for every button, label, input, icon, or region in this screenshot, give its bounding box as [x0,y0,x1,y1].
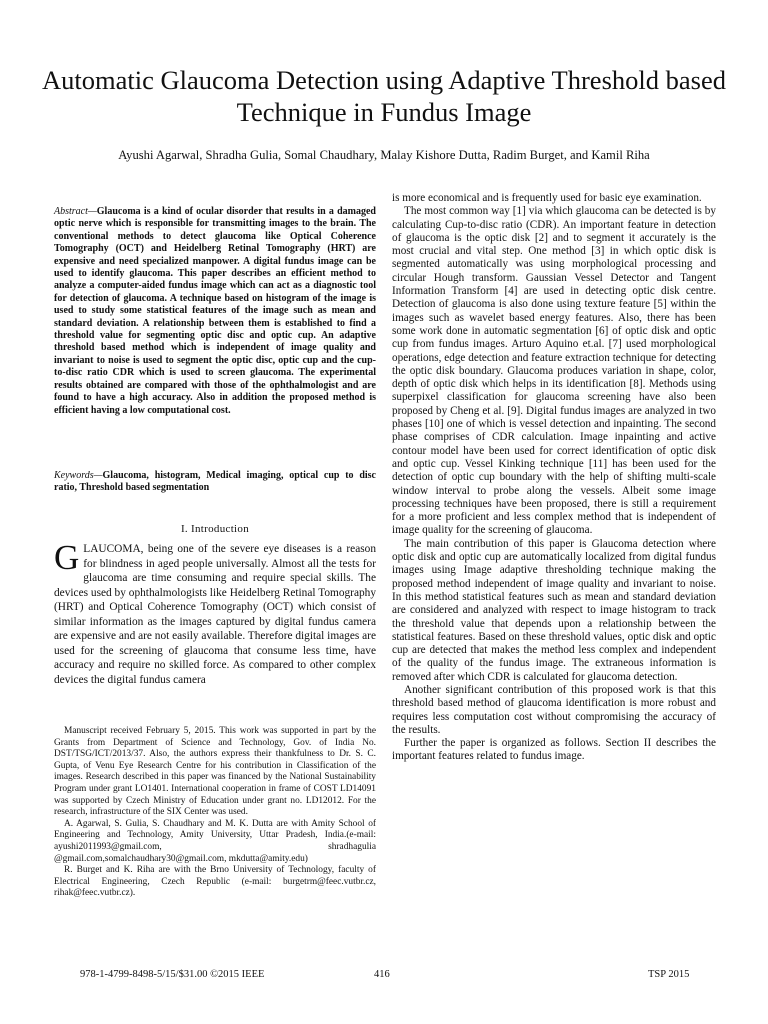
footnote-paragraph: A. Agarwal, S. Gulia, S. Chaudhary and M. K. Dutta are with Amity School of Engineering and Technology, Amity University, Uttar Pradesh, India.(e-mail: ayushi2011993@gmail.com, shradhagulia @gmail.com,somalchaudhary30@gmail.com, mkdutta@amity.edu) [54,818,376,864]
body-paragraph: The main contribution of this paper is Glaucoma detection where optic disk and optic cup are automatically localized from digital fundus images using Image adaptive thresholding technique making the proposed method independent of image quality and invariant to noise. In this method statistical features such as mean and standard deviation are considered and analyzed with respect to image histogram to track the threshold value that depends upon a relationship between the statistical features. Based on these threshold values, optic disk and optic cup are detected that makes the method less complex and independent of the quality of the fundus image. The extraneous information is removed after which CDR is calculated for glaucoma detection. [392,537,716,683]
drop-cap: G [54,538,80,577]
introduction-text: LAUCOMA, being one of the severe eye diseases is a reason for blindness in aged people universally. Almost all the tests for glaucoma are time consuming and require special skills. The devices used by ophthalmologists like Heidelberg Retinal Tomography (HRT) and Optical Coherence Tomography (OCT) which consist of similar information as the images captured by digital fundus camera are expensive and are not easily available. Therefore digital images are used for the screening of glaucoma that consume less time, have accuracy and require no skilled force. As compared to other complex devices the digital fundus camera [54,543,376,686]
footnote-paragraph: Manuscript received February 5, 2015. This work was supported in part by the Grants from Department of Science and Technology, Gov. of India No. DST/TSG/ICT/2013/37. Also, the authors express their thankfulness to Dr. S. C. Gupta, of Venu Eye Research Centre for his contribution in Classification of the images. Research described in this paper was financed by the National Sustainability Program under grant LO1401. International cooperation in frame of COST LD14091 was supported by Czech Ministry of Education under grant no. LD12012. For the research, infrastructure of the SIX Center was used. [54,726,376,818]
introduction-paragraph [54,538,376,687]
body-paragraph: Another significant contribution of this proposed work is that this threshold based method of glaucoma identification is more robust and requires less computation cost without compromising the accuracy of the results. [392,683,716,736]
paper-title: Automatic Glaucoma Detection using Adaptive Threshold based Technique in Fundus Image [42,65,726,127]
keywords-text: Glaucoma, histogram, Medical imaging, optical cup to disc ratio, Threshold based segmentation [54,470,376,494]
abstract-text: Glaucoma is a kind of ocular disorder that results in a damaged optic nerve which is responsible for transmitting images to the brain. The conventional methods to detect glaucoma like Optical Coherence Tomography (OCT) and Heidelberg Retinal Tomography (HRT) are expensive and need specialized manpower. A digital fundus image can be used to identify glaucoma. This paper describes an efficient method to analyze a computer-aided fundus image which can act as a diagnostic tool for detection of glaucoma. A technique based on histogram of the image is used to study some statistical features of the image such as mean and standard deviation. A relationship between them is established to find a threshold value for segmenting optic disc and optic cup. An adaptive threshold based method which is independent of image quality and invariant to noise is used to segment the optic disc, optic cup and the cup-to-disc ratio CDR which is used to screen glaucoma. The experimental results obtained are compared with those of the ophthalmologist and are found to have a high accuracy. Also in addition the proposed method is efficient having a low computational cost. [54,206,376,416]
right-column [392,192,716,764]
section-heading-introduction: I. Introduction [180,523,250,535]
footer-isbn: 978-1-4799-8498-5/15/$31.00 ©2015 IEEE [80,969,265,980]
footer-page-number: 416 [374,969,390,980]
body-paragraph: is more economical and is frequently used for basic eye examination. [392,192,702,204]
keywords [54,470,376,495]
abstract-label: Abstract— [54,206,97,217]
body-paragraph: The most common way [1] via which glaucoma can be detected is by calculating Cup-to-disc ratio (CDR). An important feature in detection of glaucoma is the optic disk [2] and to segment it accurately is the most crucial and vital step. One method [3] in which optic disk is segmented automatically was using morphological processing and circular Hough transform. Gaussian Vessel Detector and Tangent Information Transform [4] are used in detecting optic disk centre. Detection of glaucoma is also done using texture feature [5] within the images such as wavelet based energy features. Also, there has been some work done in automatic segmentation [6] of optic disk and optic cup from fundus images. Arturo Aquino et.al. [7] used morphological operations, edge detection and feature extraction technique for detecting the optic disk boundary. Glaucoma produces variation in shape, color, depth of optic disk which helps in its identification [8]. Methods using superpixel classification for glaucoma screening have also been proposed by Cheng et al. [9]. Digital fundus images are analyzed in two phases [10] one of which is vessel detection and inpainting. The second phase comprises of CDR calculation. Image inpainting and active contour model have been used for correct identification of optic disk and optic cup. Vessel Kinking technique [11] has been used for the detection of optic cup boundary with the help of shifting multi-scale window interval to probe along the vessels. Albeit some image processing techniques have been proposed, there is still a requirement for a more proficient and less complex method that is independent of image quality for the screening of glaucoma. [392,205,716,537]
footnote [54,726,376,900]
keywords-label: Keywords— [54,470,103,481]
footer-venue: TSP 2015 [648,969,690,980]
author-list: Ayushi Agarwal, Shradha Gulia, Somal Chaudhary, Malay Kishore Dutta, Radim Burget, and Kamil Riha [118,148,650,162]
body-paragraph: Further the paper is organized as follows. Section II describes the important features related to fundus image. [392,737,716,763]
abstract [54,206,376,417]
footnote-paragraph: R. Burget and K. Riha are with the Brno University of Technology, faculty of Electrical Engineering, Czech Republic (e-mail: burgetrm@feec.vutbr.cz, rihak@feec.vutbr.cz). [54,865,376,899]
